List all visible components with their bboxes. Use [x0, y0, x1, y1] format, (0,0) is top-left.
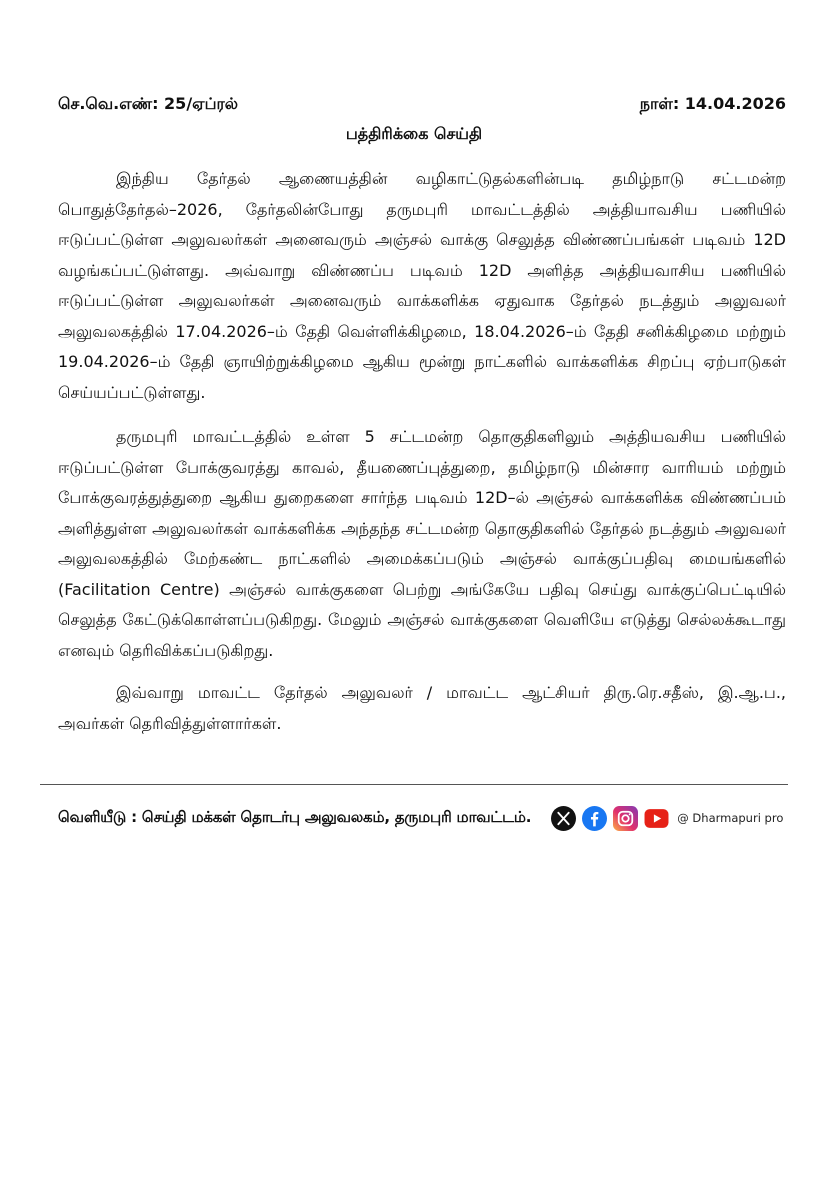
instagram-icon[interactable] — [613, 806, 638, 831]
x-icon[interactable] — [551, 806, 576, 831]
body-text — [58, 164, 786, 751]
footer — [58, 800, 784, 836]
social-links — [551, 806, 783, 831]
footer-divider — [40, 784, 788, 785]
youtube-icon[interactable] — [644, 806, 669, 831]
facebook-icon[interactable] — [582, 806, 607, 831]
header-row — [58, 94, 786, 115]
social-handle: @ Dharmapuri pro — [677, 811, 784, 825]
paragraph-3: இவ்வாறு மாவட்ட தேர்தல் அலுவலர் / மாவட்ட ஆட்சியர் திரு.ரெ.சதீஸ், இ.ஆ.ப., அவர்கள் தெரிவித்துள்ளார்கள். — [58, 683, 786, 733]
page-title: பத்திரிக்கை செய்தி — [345, 124, 483, 143]
reference-number: செ.வெ.எண்: 25/ஏப்ரல் — [58, 94, 239, 113]
release-credit: வெளியீடு : செய்தி மக்கள் தொடர்பு அலுவலகம், தருமபுரி மாவட்டம். — [58, 808, 532, 826]
paragraph-1: இந்திய தேர்தல் ஆணையத்தின் வழிகாட்டுதல்களின்படி தமிழ்நாடு சட்டமன்ற பொதுத்தேர்தல்–2026, தேர்தலின்போது தருமபுரி மாவட்டத்தில் அத்தியாவசிய பணியில் ஈடுப்பட்டுள்ள அலுவலர்கள் அனைவரும் அஞ்சல் வாக்கு செலுத்த விண்ணப்பங்கள் படிவம் 12D வழங்கப்பட்டுள்ளது. அவ்வாறு விண்ணப்ப படிவம் 12D அளித்த அத்தியவாசிய பணியில் ஈடுப்பட்டுள்ள அலுவலர்கள் அனைவரும் வாக்களிக்க ஏதுவாக தேர்தல் நடத்தும் அலுவலர் அலுவலகத்தில் 17.04.2026–ம் தேதி வெள்ளிக்கிழமை, 18.04.2026–ம் தேதி சனிக்கிழமை மற்றும் 19.04.2026–ம் தேதி ஞாயிற்றுக்கிழமை ஆகிய மூன்று நாட்களில் வாக்களிக்க சிறப்பு ஏற்பாடுகள் செய்யப்பட்டுள்ளது. — [58, 169, 786, 402]
paragraph-2: தருமபுரி மாவட்டத்தில் உள்ள 5 சட்டமன்ற தொகுதிகளிலும் அத்தியவசிய பணியில் ஈடுப்பட்டுள்ள போக்குவரத்து காவல், தீயணைப்புத்துறை, தமிழ்நாடு மின்சார வாரியம் மற்றும் போக்குவரத்துத்துறை ஆகிய துறைகளை சார்ந்த படிவம் 12D–ல் அஞ்சல் வாக்களிக்க விண்ணப்பம் அளித்துள்ள அலுவலர்கள் வாக்களிக்க அந்தந்த சட்டமன்ற தொகுதிகளில் தேர்தல் நடத்தும் அலுவலர் அலுவலகத்தில் மேற்கண்ட நாட்களில் அமைக்கப்படும் அஞ்சல் வாக்குப்பதிவு மையங்களில் (Facilitation Centre) அஞ்சல் வாக்குகளை பெற்று அங்கேயே பதிவு செய்து வாக்குப்பெட்டியில் செலுத்த கேட்டுக்கொள்ளப்படுகிறது. மேலும் அஞ்சல் வாக்குகளை வெளியே எடுத்து செல்லக்கூடாது எனவும் தெரிவிக்கப்படுகிறது. — [58, 427, 787, 660]
release-date: நாள்: 14.04.2026 — [639, 94, 786, 113]
